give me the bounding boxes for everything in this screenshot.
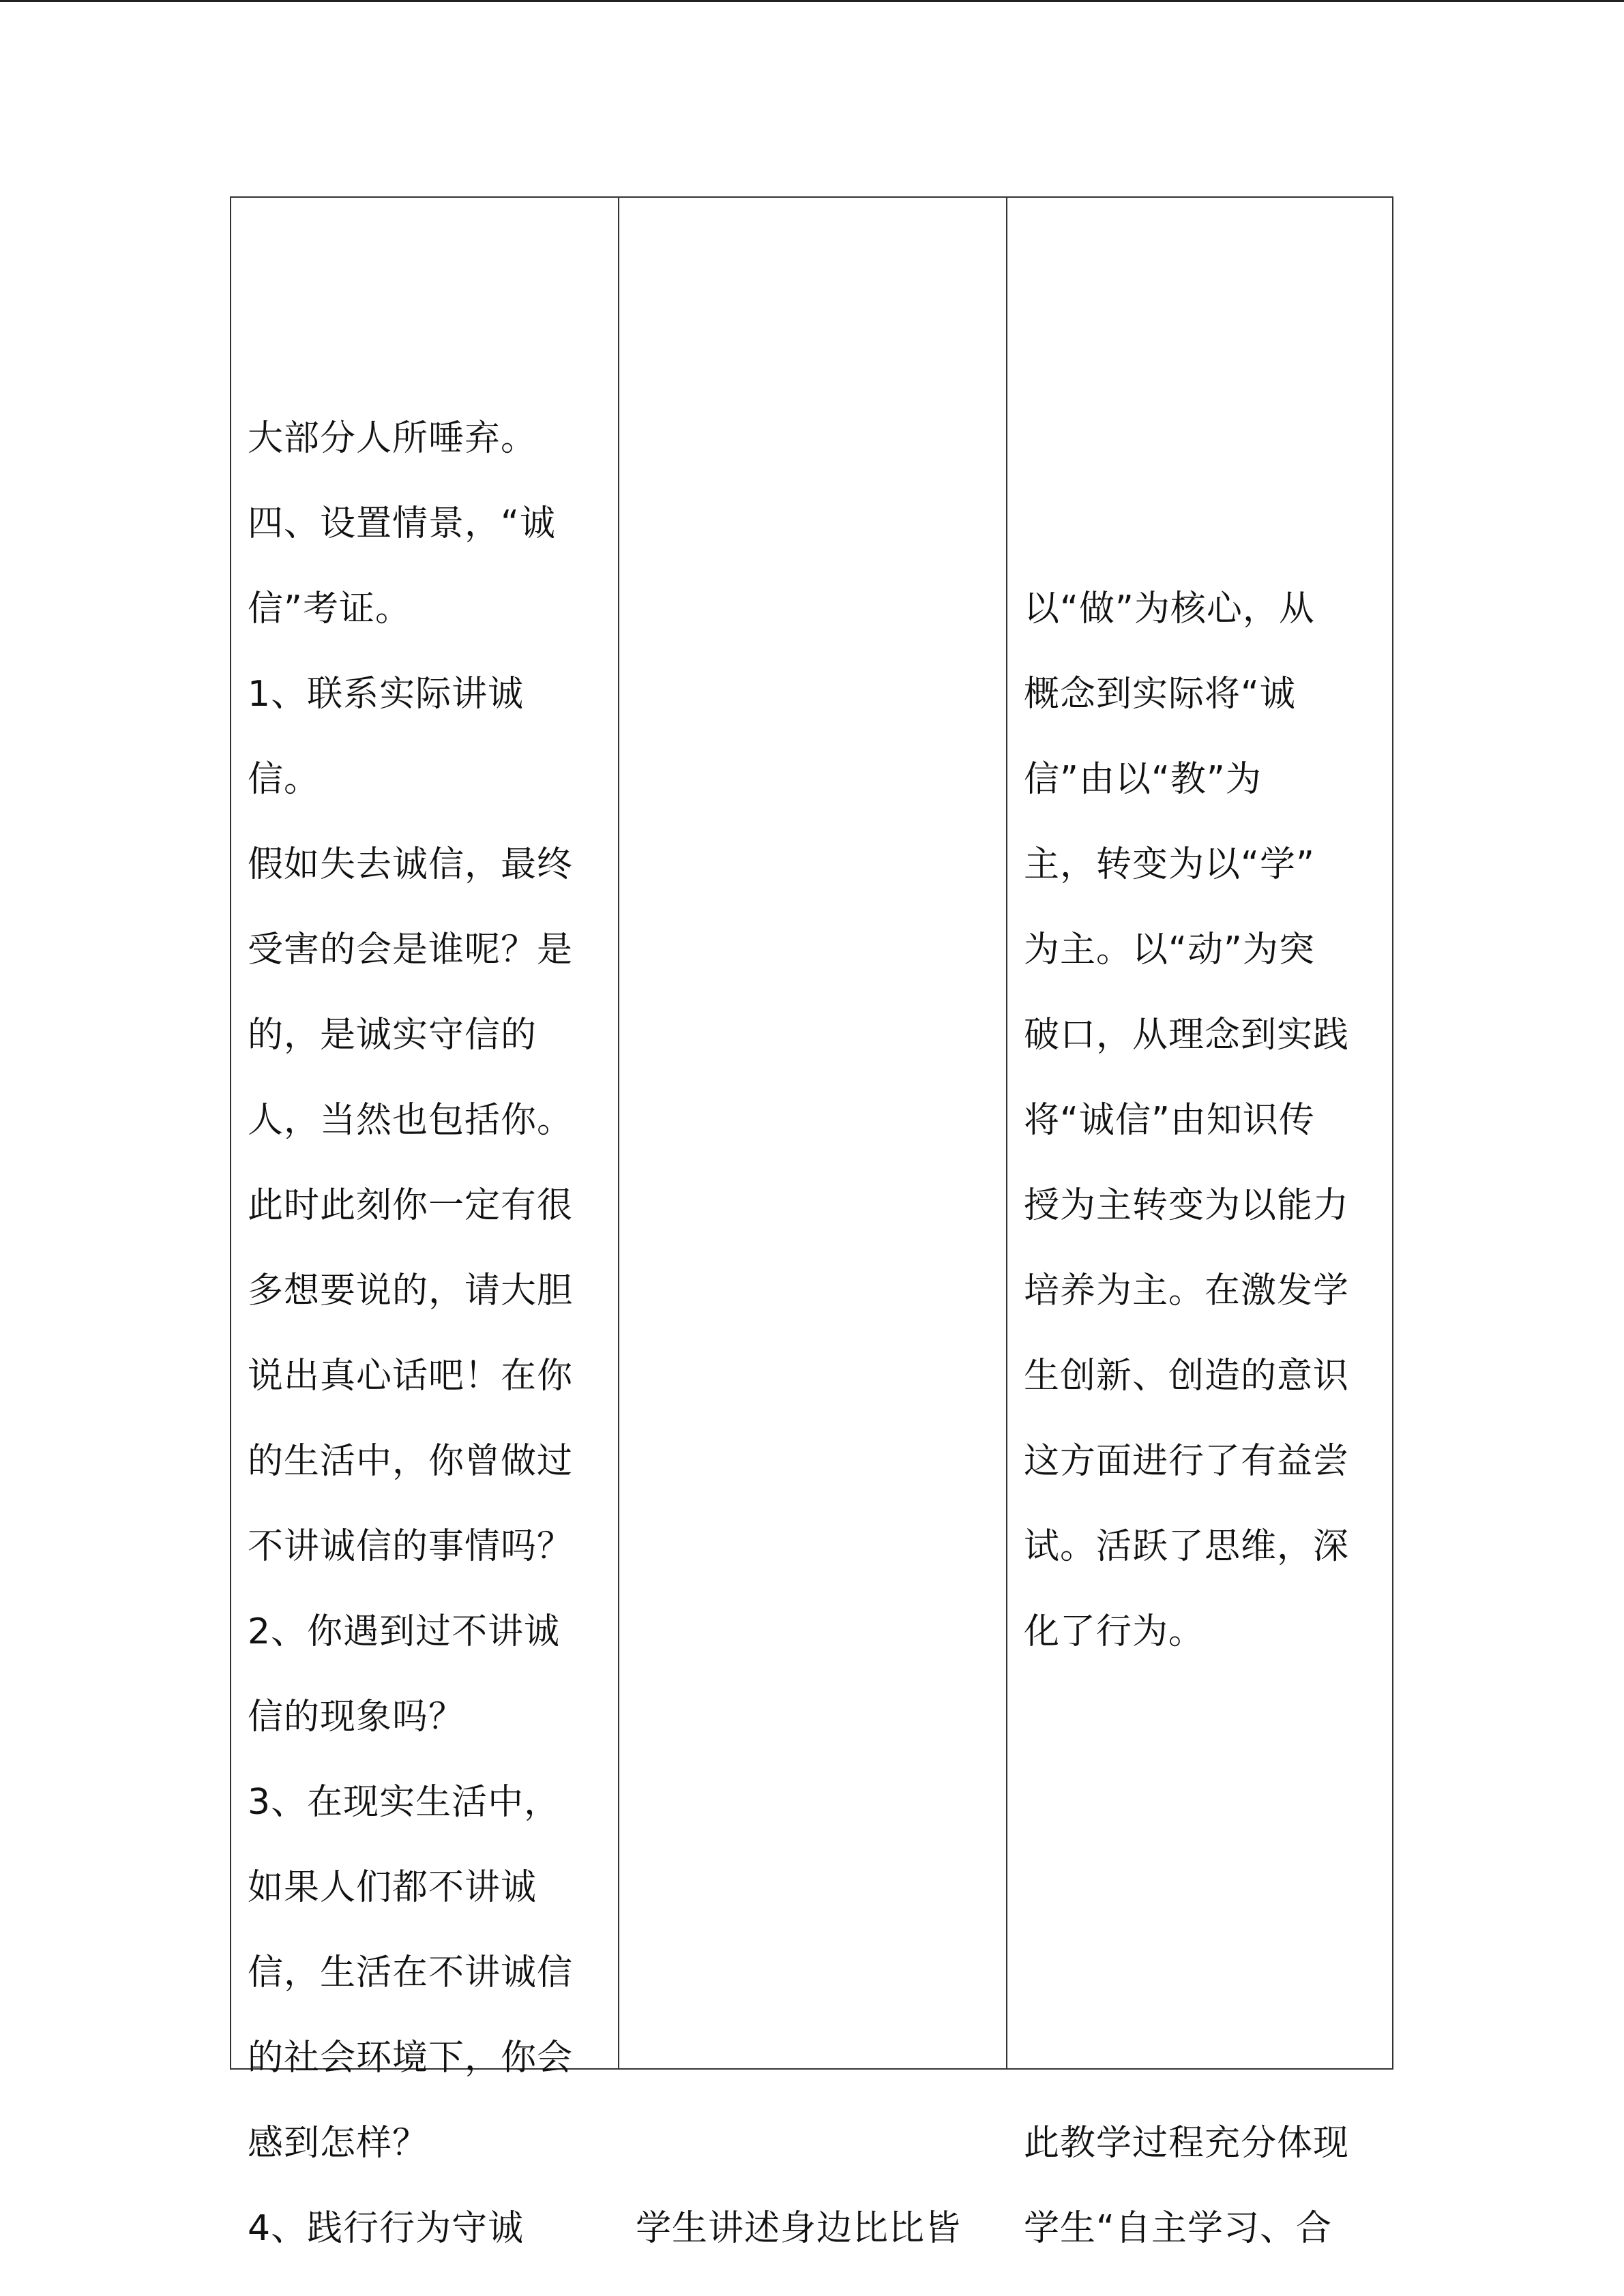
text-line: 生创新、创造的意识 bbox=[1024, 1356, 1350, 1397]
text-line: 假如失去诚信，最终 bbox=[248, 844, 574, 885]
text-line: 如果人们都不讲诚 bbox=[248, 1867, 537, 1908]
table-column-teaching-content bbox=[231, 198, 619, 2249]
text-line: 人，当然也包括你。 bbox=[248, 1100, 574, 1141]
text-line: 信的现象吗？ bbox=[248, 1697, 465, 1738]
table-column-student-activity bbox=[619, 198, 1007, 2249]
text-line: 概念到实际将“诚 bbox=[1024, 674, 1296, 715]
text-line: 学生“自主学习、合 bbox=[1024, 2208, 1332, 2249]
text-line: 此教学过程充分体现 bbox=[1024, 2123, 1350, 2164]
text-line: 的生活中，你曾做过 bbox=[248, 1441, 574, 1482]
text-line: 主，转变为以“学” bbox=[1024, 844, 1315, 885]
text-line: 4、践行行为守诚 bbox=[248, 2208, 525, 2249]
text-line: 信”由以“教”为 bbox=[1024, 759, 1262, 800]
text-line: 信”考证。 bbox=[248, 588, 411, 629]
text-line: 多想要说的，请大胆 bbox=[248, 1270, 574, 1311]
page-top-border bbox=[0, 0, 1624, 2]
text-line: 破口，从理念到实践 bbox=[1024, 1015, 1350, 1056]
text-line: 培养为主。在激发学 bbox=[1024, 1270, 1350, 1311]
student-activity-text bbox=[636, 2186, 992, 2271]
text-line: 不讲诚信的事情吗？ bbox=[248, 1526, 574, 1567]
text-line: 3、在现实生活中， bbox=[248, 1782, 561, 1823]
text-line: 2、你遇到过不讲诚 bbox=[248, 1611, 561, 1652]
text-line: 试。活跃了思维，深 bbox=[1024, 1526, 1350, 1567]
text-line: 此时此刻你一定有很 bbox=[248, 1185, 574, 1226]
text-line: 四、设置情景，“诚 bbox=[248, 503, 556, 544]
design-intent-text-2 bbox=[1024, 2101, 1378, 2271]
text-line: 为主。以“动”为突 bbox=[1024, 929, 1315, 970]
text-line: 1、联系实际讲诚 bbox=[248, 674, 525, 715]
text-line: 学生讲述身边比比皆 bbox=[636, 2208, 962, 2249]
text-line: 这方面进行了有益尝 bbox=[1024, 1441, 1350, 1482]
text-line: 大部分人所唾弃。 bbox=[248, 418, 537, 459]
text-line: 信，生活在不讲诚信 bbox=[248, 1952, 574, 1993]
text-line: 受害的会是谁呢？是 bbox=[248, 929, 574, 970]
teaching-content-text bbox=[248, 396, 604, 2271]
text-line: 说出真心话吧！在你 bbox=[248, 1356, 574, 1397]
text-line: 将“诚信”由知识传 bbox=[1024, 1100, 1315, 1141]
text-line: 的，是诚实守信的 bbox=[248, 1015, 537, 1056]
table-column-design-intent bbox=[1007, 198, 1392, 2249]
design-intent-text-1 bbox=[1024, 567, 1378, 1675]
text-line: 授为主转变为以能力 bbox=[1024, 1185, 1350, 1226]
text-line: 化了行为。 bbox=[1024, 1611, 1205, 1652]
text-line: 信。 bbox=[248, 759, 321, 800]
lesson-plan-table bbox=[230, 196, 1393, 2249]
text-line: 感到怎样？ bbox=[248, 2123, 429, 2164]
text-line: 以“做”为核心，从 bbox=[1024, 588, 1315, 629]
text-line: 的社会环境下，你会 bbox=[248, 2038, 574, 2078]
